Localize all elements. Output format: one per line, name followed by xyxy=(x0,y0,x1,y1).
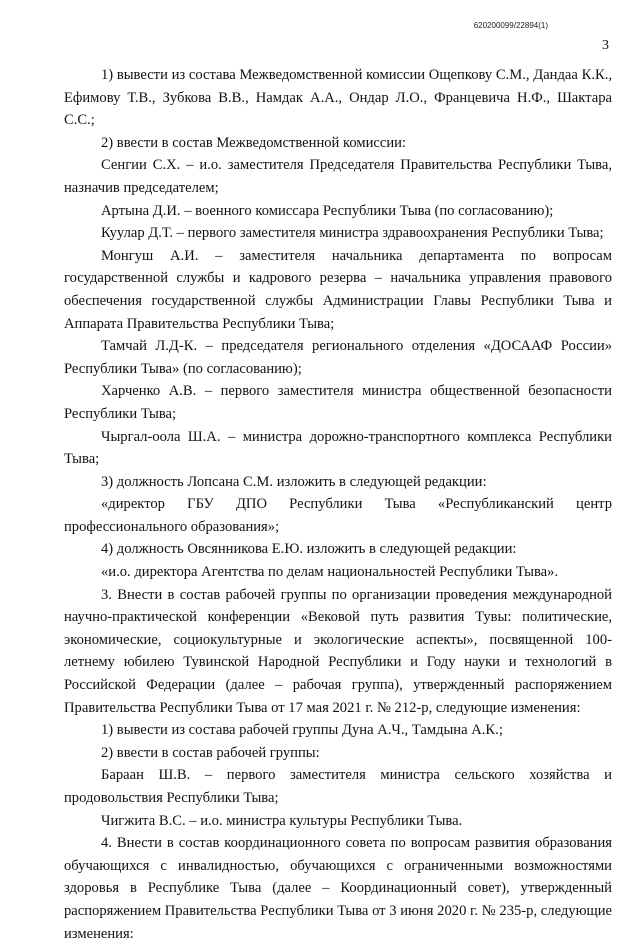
paragraph: Чыргал-оола Ш.А. – министра дорожно-транспортного комплекса Республики Тыва; xyxy=(64,428,612,468)
paragraph: «директор ГБУ ДПО Республики Тыва «Республиканский центр профессионального образования»; xyxy=(64,496,612,535)
paragraph: 1) вывести из состава рабочей группы Дуна А.Ч., Тамдына А.К.; xyxy=(101,722,503,739)
paragraph: «и.о. директора Агентства по делам национальностей Республики Тыва». xyxy=(101,564,559,581)
paragraph: Куулар Д.Т. – первого заместителя министра здравоохранения Республики Тыва; xyxy=(101,225,604,242)
paragraph: Артына Д.И. – военного комиссара Республики Тыва (по согласованию); xyxy=(101,202,554,219)
paragraph: 3) должность Лопсана С.М. изложить в следующей редакции: xyxy=(101,473,487,490)
page-number: 3 xyxy=(602,38,609,53)
paragraph: Сенгии С.Х. – и.о. заместителя Председателя Правительства Республики Тыва, назначив председателем; xyxy=(64,157,612,196)
paragraph: 3. Внести в состав рабочей группы по организации проведения международной научно-практической конференции «Вековой путь развития Тувы: политические, экономические, социокультурные и экологические аспекты», посвященной 100-летнему юбилею Тувинской Народной Республики и Году науки и технологий в Российской Федерации (далее – рабочая группа), утвержденный распоряжением Правительства Республики Тыва от 17 мая 2021 г. № 212-р, следующие изменения: xyxy=(64,586,612,716)
paragraph: 2) ввести в состав Межведомственной комиссии: xyxy=(101,134,407,151)
document-body xyxy=(64,64,612,945)
paragraph: Тамчай Л.Д-К. – председателя регионального отделения «ДОСААФ России» Республики Тыва» (по согласованию); xyxy=(64,338,612,377)
paragraph: 2) ввести в состав рабочей группы: xyxy=(101,744,320,761)
paragraph: Монгуш А.И. – заместителя начальника департамента по вопросам государственной службы и кадрового резерва – начальника управления правового обеспечения государственной службы Администрации Главы Республики Тыва и Аппарата Правительства Республики Тыва; xyxy=(64,247,612,332)
paragraph: 1) вывести из состава Межведомственной комиссии Ощепкову С.М., Дандаа К.К., Ефимову Т.В., Зубкова В.В., Намдак А.А., Ондар Л.О., Францевича Н.Ф., Шактара С.С.; xyxy=(64,67,612,129)
paragraph: 4. Внести в состав координационного совета по вопросам развития образования обучающихся с инвалидностью, обучающихся с ограниченными возможностями здоровья в Республике Тыва (далее – Координационный совет), утвержденный распоряжением Правительства Республики Тыва от 3 июня 2020 г. № 235-р, следующие изменения: xyxy=(64,835,612,942)
document-id: 620200099/22894(1) xyxy=(473,21,548,30)
paragraph: Чигжита В.С. – и.о. министра культуры Республики Тыва. xyxy=(101,812,463,829)
paragraph: 4) должность Овсянникова Е.Ю. изложить в следующей редакции: xyxy=(101,541,517,558)
paragraph: Бараан Ш.В. – первого заместителя министра сельского хозяйства и продовольствия Республики Тыва; xyxy=(64,767,612,806)
paragraph: Харченко А.В. – первого заместителя министра общественной безопасности Республики Тыва; xyxy=(64,383,612,422)
